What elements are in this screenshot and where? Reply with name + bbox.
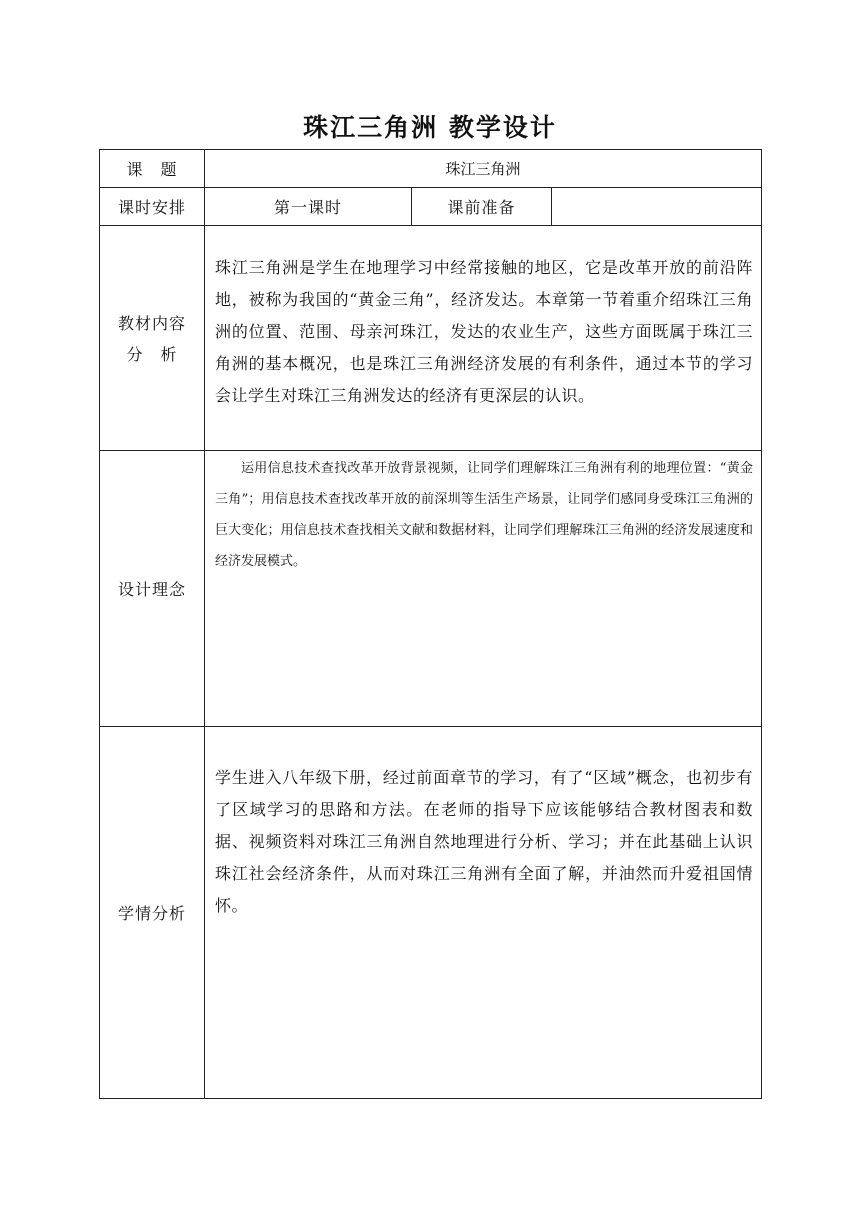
schedule-value: 第一课时 bbox=[205, 188, 412, 226]
content-analysis-label-line2: 分 析 bbox=[126, 345, 178, 364]
row-content-analysis bbox=[100, 226, 762, 451]
prep-label: 课前准备 bbox=[412, 188, 552, 226]
design-concept-cell bbox=[205, 451, 762, 727]
design-concept-text: 运用信息技术查找改革开放背景视频，让同学们理解珠江三角洲有利的地理位置：“黄金三角”；用信息技术查找改革开放的前深圳等生活生产场景，让同学们感同身受珠江三角洲的巨大变化；用信息技术查找相关文献和数据材料，让同学们理解珠江三角洲的经济发展速度和经济发展模式。 bbox=[215, 461, 754, 569]
prep-value bbox=[552, 188, 762, 226]
page-title: 珠江三角洲 教学设计 bbox=[303, 113, 557, 142]
row-schedule bbox=[100, 188, 762, 226]
content-analysis-text: 珠江三角洲是学生在地理学习中经常接触的地区，它是改革开放的前沿阵地，被称为我国的“黄金三角”，经济发达。本章第一节着重介绍珠江三角洲的位置、范围、母亲河珠江，发达的农业生产，这些方面既属于珠江三角洲的基本概况，也是珠江三角洲经济发展的有利条件，通过本节的学习会让学生对珠江三角洲发达的经济有更深层的认识。 bbox=[215, 258, 754, 405]
topic-label: 课 题 bbox=[100, 150, 205, 188]
topic-value: 珠江三角洲 bbox=[205, 150, 762, 188]
student-analysis-text: 学生进入八年级下册，经过前面章节的学习，有了“区域”概念，也初步有了区域学习的思路和方法。在老师的指导下应该能够结合教材图表和数据、视频资料对珠江三角洲自然地理进行分析、学习；并在此基础上认识珠江社会经济条件，从而对珠江三角洲有全面了解，并油然而升爱祖国情怀。 bbox=[215, 768, 754, 915]
schedule-label: 课时安排 bbox=[100, 188, 205, 226]
row-topic bbox=[100, 150, 762, 188]
design-concept-label: 设计理念 bbox=[100, 451, 205, 727]
lesson-plan-table bbox=[99, 149, 762, 1099]
row-student-analysis bbox=[100, 727, 762, 1099]
student-analysis-label: 学情分析 bbox=[100, 727, 205, 1099]
student-analysis-cell bbox=[205, 727, 762, 1099]
content-analysis-label-line1: 教材内容 bbox=[117, 314, 186, 333]
row-design-concept bbox=[100, 451, 762, 727]
content-analysis-label bbox=[100, 226, 205, 451]
content-analysis-cell bbox=[205, 226, 762, 451]
